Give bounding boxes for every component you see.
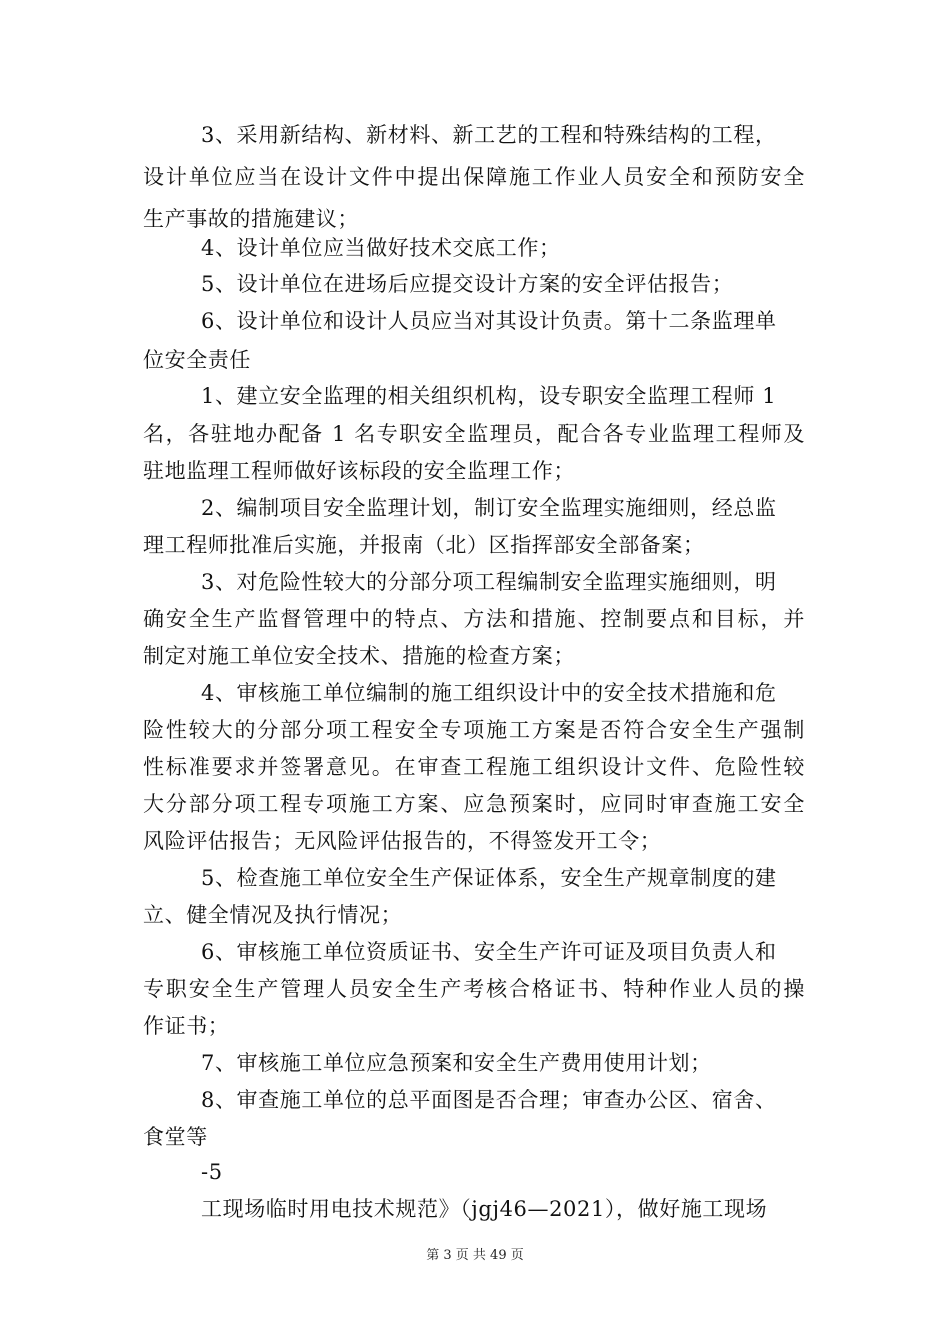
text-line: 险性较大的分部分项工程安全专项施工方案是否符合安全生产强制: [143, 718, 805, 742]
text-line: 1、建立安全监理的相关组织机构，设专职安全监理工程师 1: [201, 384, 777, 408]
text-line: 2、编制项目安全监理计划，制订安全监理实施细则，经总监: [201, 496, 777, 520]
text-line: 6、设计单位和设计人员应当对其设计负责。第十二条监理单: [201, 309, 777, 333]
text-line: 确安全生产监督管理中的特点、方法和措施、控制要点和目标，并: [143, 607, 805, 631]
text-line: 生产事故的措施建议；: [143, 207, 359, 231]
text-line: 位安全责任: [143, 348, 251, 372]
text-line: 名，各驻地办配备 1 名专职安全监理员，配合各专业监理工程师及: [143, 422, 805, 446]
text-line: 7、审核施工单位应急预案和安全生产费用使用计划；: [201, 1051, 712, 1075]
text-line: -5: [201, 1160, 223, 1184]
text-line: 作证书；: [143, 1014, 230, 1038]
text-line: 6、审核施工单位资质证书、安全生产许可证及项目负责人和: [201, 940, 777, 964]
text-line: 理工程师批准后实施，并报南（北）区指挥部安全部备案；: [143, 533, 705, 557]
text-line: 食堂等: [143, 1125, 208, 1149]
text-line: 设计单位应当在设计文件中提出保障施工作业人员安全和预防安全: [143, 165, 805, 189]
text-line: 8、审查施工单位的总平面图是否合理；审查办公区、宿舍、: [201, 1088, 777, 1112]
text-line: 性标准要求并签署意见。在审查工程施工组织设计文件、危险性较: [143, 755, 805, 779]
text-line: 3、采用新结构、新材料、新工艺的工程和特殊结构的工程，: [201, 123, 777, 147]
text-line: 4、审核施工单位编制的施工组织设计中的安全技术措施和危: [201, 681, 777, 705]
text-line: 立、健全情况及执行情况；: [143, 903, 403, 927]
text-line: 风险评估报告；无风险评估报告的，不得签发开工令；: [143, 829, 662, 853]
text-line: 大分部分项工程专项施工方案、应急预案时，应同时审查施工安全: [143, 792, 805, 816]
text-line: 制定对施工单位安全技术、措施的检查方案；: [143, 644, 575, 668]
text-line: 工现场临时用电技术规范》（jgj46—2021），做好施工现场: [201, 1197, 768, 1221]
text-line: 5、检查施工单位安全生产保证体系，安全生产规章制度的建: [201, 866, 777, 890]
text-line: 3、对危险性较大的分部分项工程编制安全监理实施细则，明: [201, 570, 777, 594]
text-line: 5、设计单位在进场后应提交设计方案的安全评估报告；: [201, 272, 734, 296]
text-line: 驻地监理工程师做好该标段的安全监理工作；: [143, 459, 575, 483]
page-number-footer: 第 3 页 共 49 页: [426, 1248, 524, 1263]
text-line: 专职安全生产管理人员安全生产考核合格证书、特种作业人员的操: [143, 977, 805, 1001]
text-line: 4、设计单位应当做好技术交底工作；: [201, 236, 561, 260]
